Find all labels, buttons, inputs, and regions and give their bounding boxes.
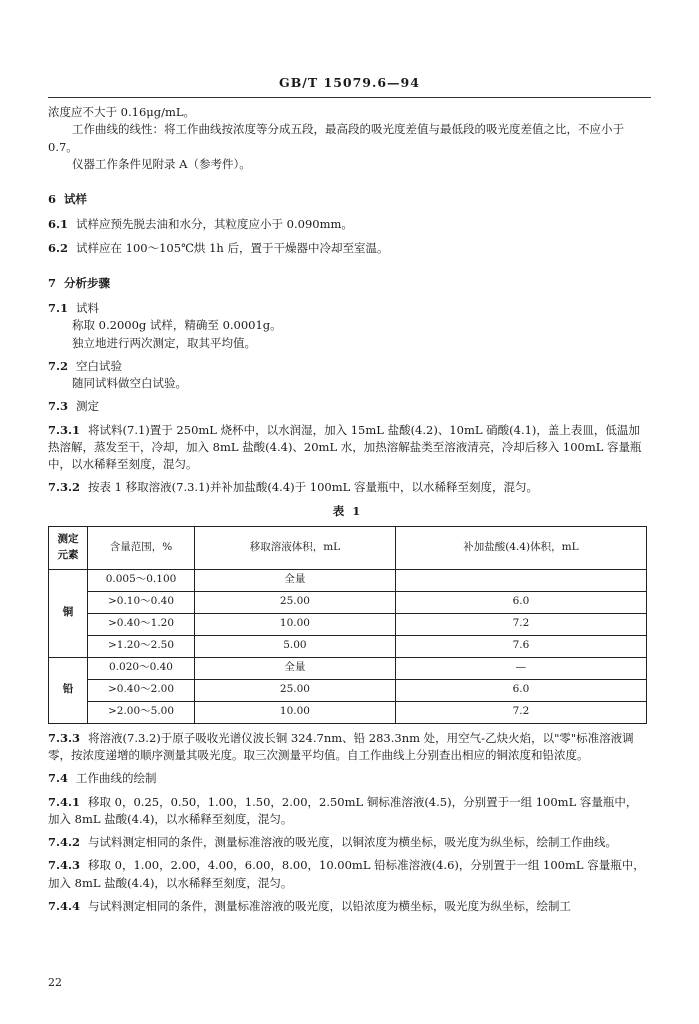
clause-7-2-number: 7.2 xyxy=(48,358,69,373)
volume-cell: 10.00 xyxy=(195,701,396,723)
clause-7-2-line-1: 随同试料做空白试验。 xyxy=(72,376,187,390)
volume-cell: 全量 xyxy=(195,657,396,679)
clause-7-1-title: 试料 xyxy=(76,301,100,315)
clause-6-2-number: 6.2 xyxy=(48,240,69,255)
clause-7-3-3-text: 将溶液(7.3.2)于原子吸收光谱仪波长铜 324.7nm、铅 283.3nm 处，用空气-乙炔火焰，以"零"标准溶液调零，按浓度递增的顺序测量其吸光度。取三次测量平均值。自工作曲线上分别查出相应的铜浓度和铅浓度。 xyxy=(48,730,634,762)
table-row xyxy=(49,635,647,657)
table-row xyxy=(49,657,647,679)
volume-cell: 5.00 xyxy=(195,635,396,657)
element-lead: 铅 xyxy=(49,657,88,723)
clause-6-1-number: 6.1 xyxy=(48,217,69,232)
acid-cell: 7.6 xyxy=(395,635,646,657)
acid-cell xyxy=(395,569,646,591)
clause-7-1-line-2: 独立地进行两次测定，取其平均值。 xyxy=(72,335,256,350)
clause-7-4-1-text: 移取 0，0.25，0.50，1.00，1.50，2.00，2.50mL 铜标准溶液(4.5)，分别置于一组 100mL 容量瓶中，加入 8mL 盐酸(4.4)，以水稀释至刻度，混匀。 xyxy=(48,794,638,826)
acid-cell: — xyxy=(395,657,646,679)
document-body xyxy=(48,104,647,915)
section-6-title: 试样 xyxy=(64,192,88,206)
header-element: 测定元素 xyxy=(49,526,88,569)
clause-7-4-3-text: 移取 0，1.00，2.00，4.00，6.00，8.00，10.00mL 铅标准溶液(4.6)，分别置于一组 100mL 容量瓶中，加入 8mL 盐酸(4.4)，以水稀释至刻度，混匀。 xyxy=(48,858,645,890)
clause-7-3-3-number: 7.3.3 xyxy=(48,730,81,745)
table-row xyxy=(49,679,647,701)
clause-7-1-line-1: 称取 0.2000g 试样，精确至 0.0001g。 xyxy=(72,318,282,333)
table-1 xyxy=(48,526,647,724)
clause-7-1-number: 7.1 xyxy=(48,301,69,315)
clause-7-4-2-number: 7.4.2 xyxy=(48,835,81,849)
volume-cell: 25.00 xyxy=(195,679,396,701)
table-row xyxy=(49,569,647,591)
clause-6-1 xyxy=(48,216,647,233)
clause-7-4-3 xyxy=(48,857,647,892)
volume-cell: 全量 xyxy=(195,569,396,591)
intro-line-2: 工作曲线的线性：将工作曲线按浓度等分成五段，最高段的吸光度差值与最低段的吸光度差值之比，不应小于 0.7。 xyxy=(48,122,624,154)
intro-line-3: 仪器工作条件见附录 A（参考件）。 xyxy=(72,156,251,171)
clause-6-2-text: 试样应在 100～105℃烘 1h 后，置于干燥器中冷却至室温。 xyxy=(76,240,389,255)
clause-7-4-2-text: 与试料测定相同的条件，测量标准溶液的吸光度，以铜浓度为横坐标，吸光度为纵坐标，绘制工作曲线。 xyxy=(88,835,618,849)
range-cell: 0.020～0.40 xyxy=(88,657,195,679)
clause-7-4-3-number: 7.4.3 xyxy=(48,858,81,873)
section-7-number: 7 xyxy=(48,275,57,290)
section-6-number: 6 xyxy=(48,192,57,206)
clause-7-4-number: 7.4 xyxy=(48,771,69,786)
acid-cell: 6.0 xyxy=(395,591,646,613)
clause-7-2-heading xyxy=(48,358,647,375)
clause-6-1-text: 试样应预先脱去油和水分，其粒度应小于 0.090mm。 xyxy=(76,217,353,232)
table-header-row xyxy=(49,526,647,569)
clause-7-3-number: 7.3 xyxy=(48,399,69,414)
clause-7-3-3 xyxy=(48,730,647,765)
clause-7-3-2-number: 7.3.2 xyxy=(48,480,81,495)
section-7-title: 分析步骤 xyxy=(64,275,111,290)
volume-cell: 10.00 xyxy=(195,613,396,635)
section-7-heading xyxy=(48,275,647,292)
clause-7-1-heading xyxy=(48,300,647,317)
clause-7-3-1 xyxy=(48,422,647,474)
clause-7-3-heading xyxy=(48,398,647,415)
acid-cell: 7.2 xyxy=(395,613,646,635)
clause-7-3-1-number: 7.3.1 xyxy=(48,422,81,437)
table-1-caption: 表 1 xyxy=(332,503,363,518)
clause-7-3-1-text: 将试料(7.1)置于 250mL 烧杯中，以水润湿，加入 15mL 盐酸(4.2)、10mL 硝酸(4.1)，盖上表皿，低温加热溶解，蒸发至干，冷却，加入 8mL 盐酸(4.4)、20mL 水，加热溶解盐类至溶液清亮，冷却后移入 100mL 容量瓶中，以水稀释至刻度，混匀。 xyxy=(48,422,642,471)
table-row xyxy=(49,701,647,723)
acid-cell: 6.0 xyxy=(395,679,646,701)
header-acid: 补加盐酸(4.4)体积，mL xyxy=(395,526,646,569)
clause-7-4-2 xyxy=(48,834,647,851)
range-cell: >0.10～0.40 xyxy=(88,591,195,613)
volume-cell: 25.00 xyxy=(195,591,396,613)
clause-7-4-4 xyxy=(48,898,647,915)
table-row xyxy=(49,591,647,613)
clause-7-4-4-text: 与试料测定相同的条件，测量标准溶液的吸光度，以铅浓度为横坐标，吸光度为纵坐标，绘制工 xyxy=(88,898,572,913)
clause-7-4-1 xyxy=(48,794,647,829)
clause-7-4-1-number: 7.4.1 xyxy=(48,794,81,809)
range-cell: >2.00～5.00 xyxy=(88,701,195,723)
clause-7-4-heading xyxy=(48,770,647,787)
range-cell: >1.20～2.50 xyxy=(88,635,195,657)
range-cell: >0.40～2.00 xyxy=(88,679,195,701)
range-cell: >0.40～1.20 xyxy=(88,613,195,635)
clause-7-4-4-number: 7.4.4 xyxy=(48,898,81,913)
page-number: 22 xyxy=(48,976,62,989)
header-volume: 移取溶液体积，mL xyxy=(195,526,396,569)
clause-7-3-2-text: 按表 1 移取溶液(7.3.1)并补加盐酸(4.4)于 100mL 容量瓶中，以水稀释至刻度，混匀。 xyxy=(88,480,538,495)
intro-line-1: 浓度应不大于 0.16μg/mL。 xyxy=(48,105,196,119)
element-copper: 铜 xyxy=(49,569,88,657)
standard-code-header: GB/T 15079.6—94 xyxy=(279,75,420,90)
section-6-heading xyxy=(48,191,647,208)
header-range: 含量范围，% xyxy=(88,526,195,569)
clause-6-2 xyxy=(48,240,647,257)
table-row xyxy=(49,613,647,635)
clause-7-3-2 xyxy=(48,479,647,496)
clause-7-4-title: 工作曲线的绘制 xyxy=(76,771,157,786)
clause-7-2-title: 空白试验 xyxy=(76,358,123,373)
header-rule xyxy=(48,97,651,98)
range-cell: 0.005～0.100 xyxy=(88,569,195,591)
acid-cell: 7.2 xyxy=(395,701,646,723)
clause-7-3-title: 测定 xyxy=(76,399,100,414)
